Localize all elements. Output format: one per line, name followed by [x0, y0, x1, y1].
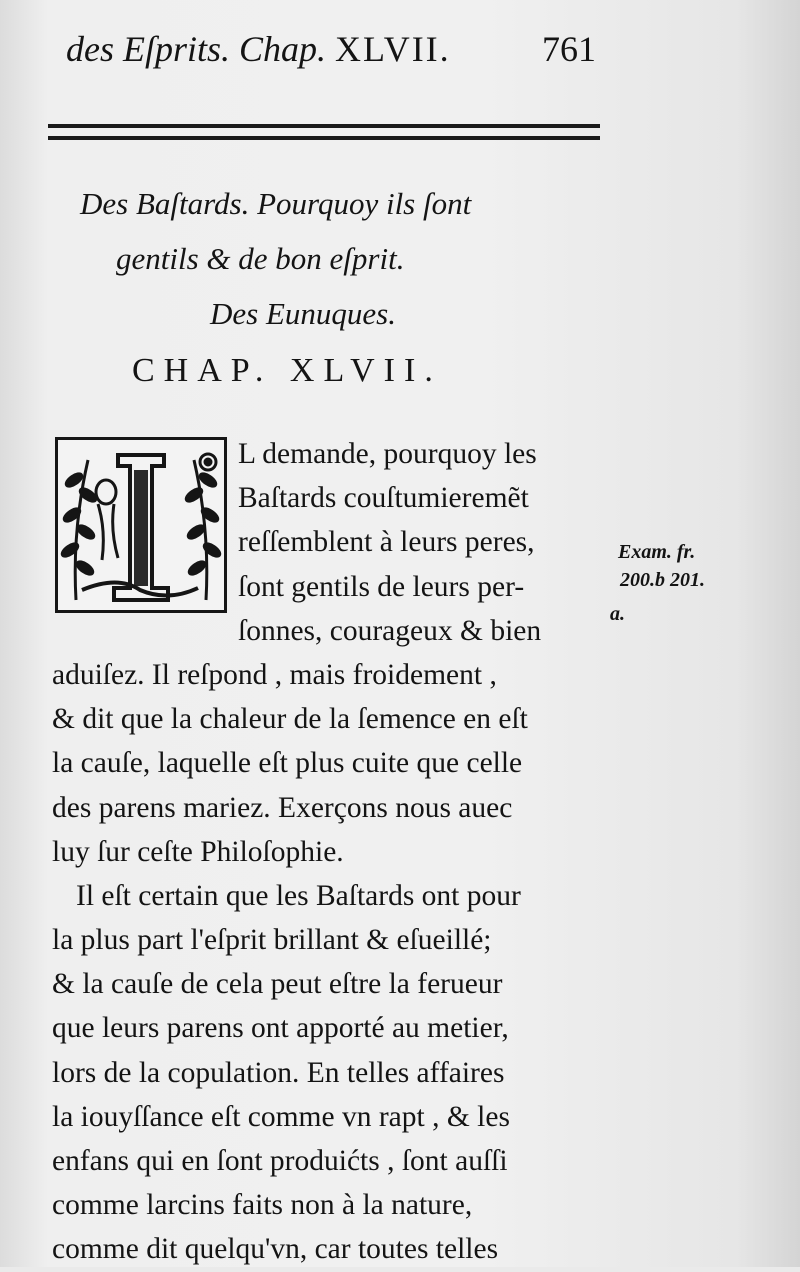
text-line: des parens mariez. Exerçons nous auec — [52, 791, 513, 824]
running-head — [66, 28, 606, 70]
chapter-title-line-1: Des Baſtards. Pourquoy ils ſont — [80, 186, 472, 221]
text-line: la plus part l'eſprit brillant & eſueillé; — [52, 924, 492, 957]
text-line: ſont gentils de leurs per- — [238, 570, 525, 603]
text-line: enfans qui en ſont produićts , ſont auſſi — [52, 1145, 508, 1177]
text-line: luy ſur ceſte Philoſophie. — [52, 835, 344, 868]
text-line: lors de la copulation. En telles affaires — [52, 1056, 505, 1089]
chapter-title-line-2: gentils & de bon eſprit. — [116, 241, 405, 276]
header-rule-bottom — [48, 136, 600, 140]
text-line: aduiſez. Il reſpond , mais froidement , — [52, 658, 497, 691]
margin-note — [610, 538, 705, 625]
margin-note-line-3: a. — [610, 603, 625, 625]
text-line: Il eſt certain que les Baſtards ont pour — [76, 879, 521, 912]
text-line: & la cauſe de cela peut eſtre la ferueur — [52, 968, 503, 1001]
page-number: 761 — [542, 29, 596, 69]
text-line: comme dit quelqu'vn, car toutes telles — [52, 1233, 499, 1266]
running-head-chapter: XLVII. — [335, 29, 451, 69]
running-head-title: des Eſprits. Chap. — [66, 29, 327, 69]
text-line: Baſtards couſtumieremẽt — [238, 482, 529, 515]
text-line: & dit que la chaleur de la ſemence en eſt — [52, 703, 528, 736]
chapter-title — [68, 176, 588, 341]
text-line: reſſemblent à leurs peres, — [238, 526, 535, 559]
text-line: la cauſe, laquelle eſt plus cuite que celle — [52, 747, 523, 780]
margin-note-line-2: 200.b 201. — [620, 569, 705, 591]
body-text — [52, 432, 632, 1272]
text-line: la iouyſſance eſt comme vn rapt , & les — [52, 1100, 510, 1133]
text-line: ſonnes, courageux & bien — [238, 614, 542, 647]
header-rule-top — [48, 124, 600, 128]
text-line: L demande, pourquoy les — [238, 438, 537, 470]
text-line: comme larcins faits non à la nature, — [52, 1189, 473, 1222]
chapter-title-line-3: Des Eunuques. — [210, 296, 396, 331]
text-line: que leurs parens ont apporté au metier, — [52, 1012, 509, 1045]
chapter-heading: CHAP. XLVII. — [132, 352, 442, 389]
margin-note-line-1: Exam. fr. — [618, 541, 696, 563]
